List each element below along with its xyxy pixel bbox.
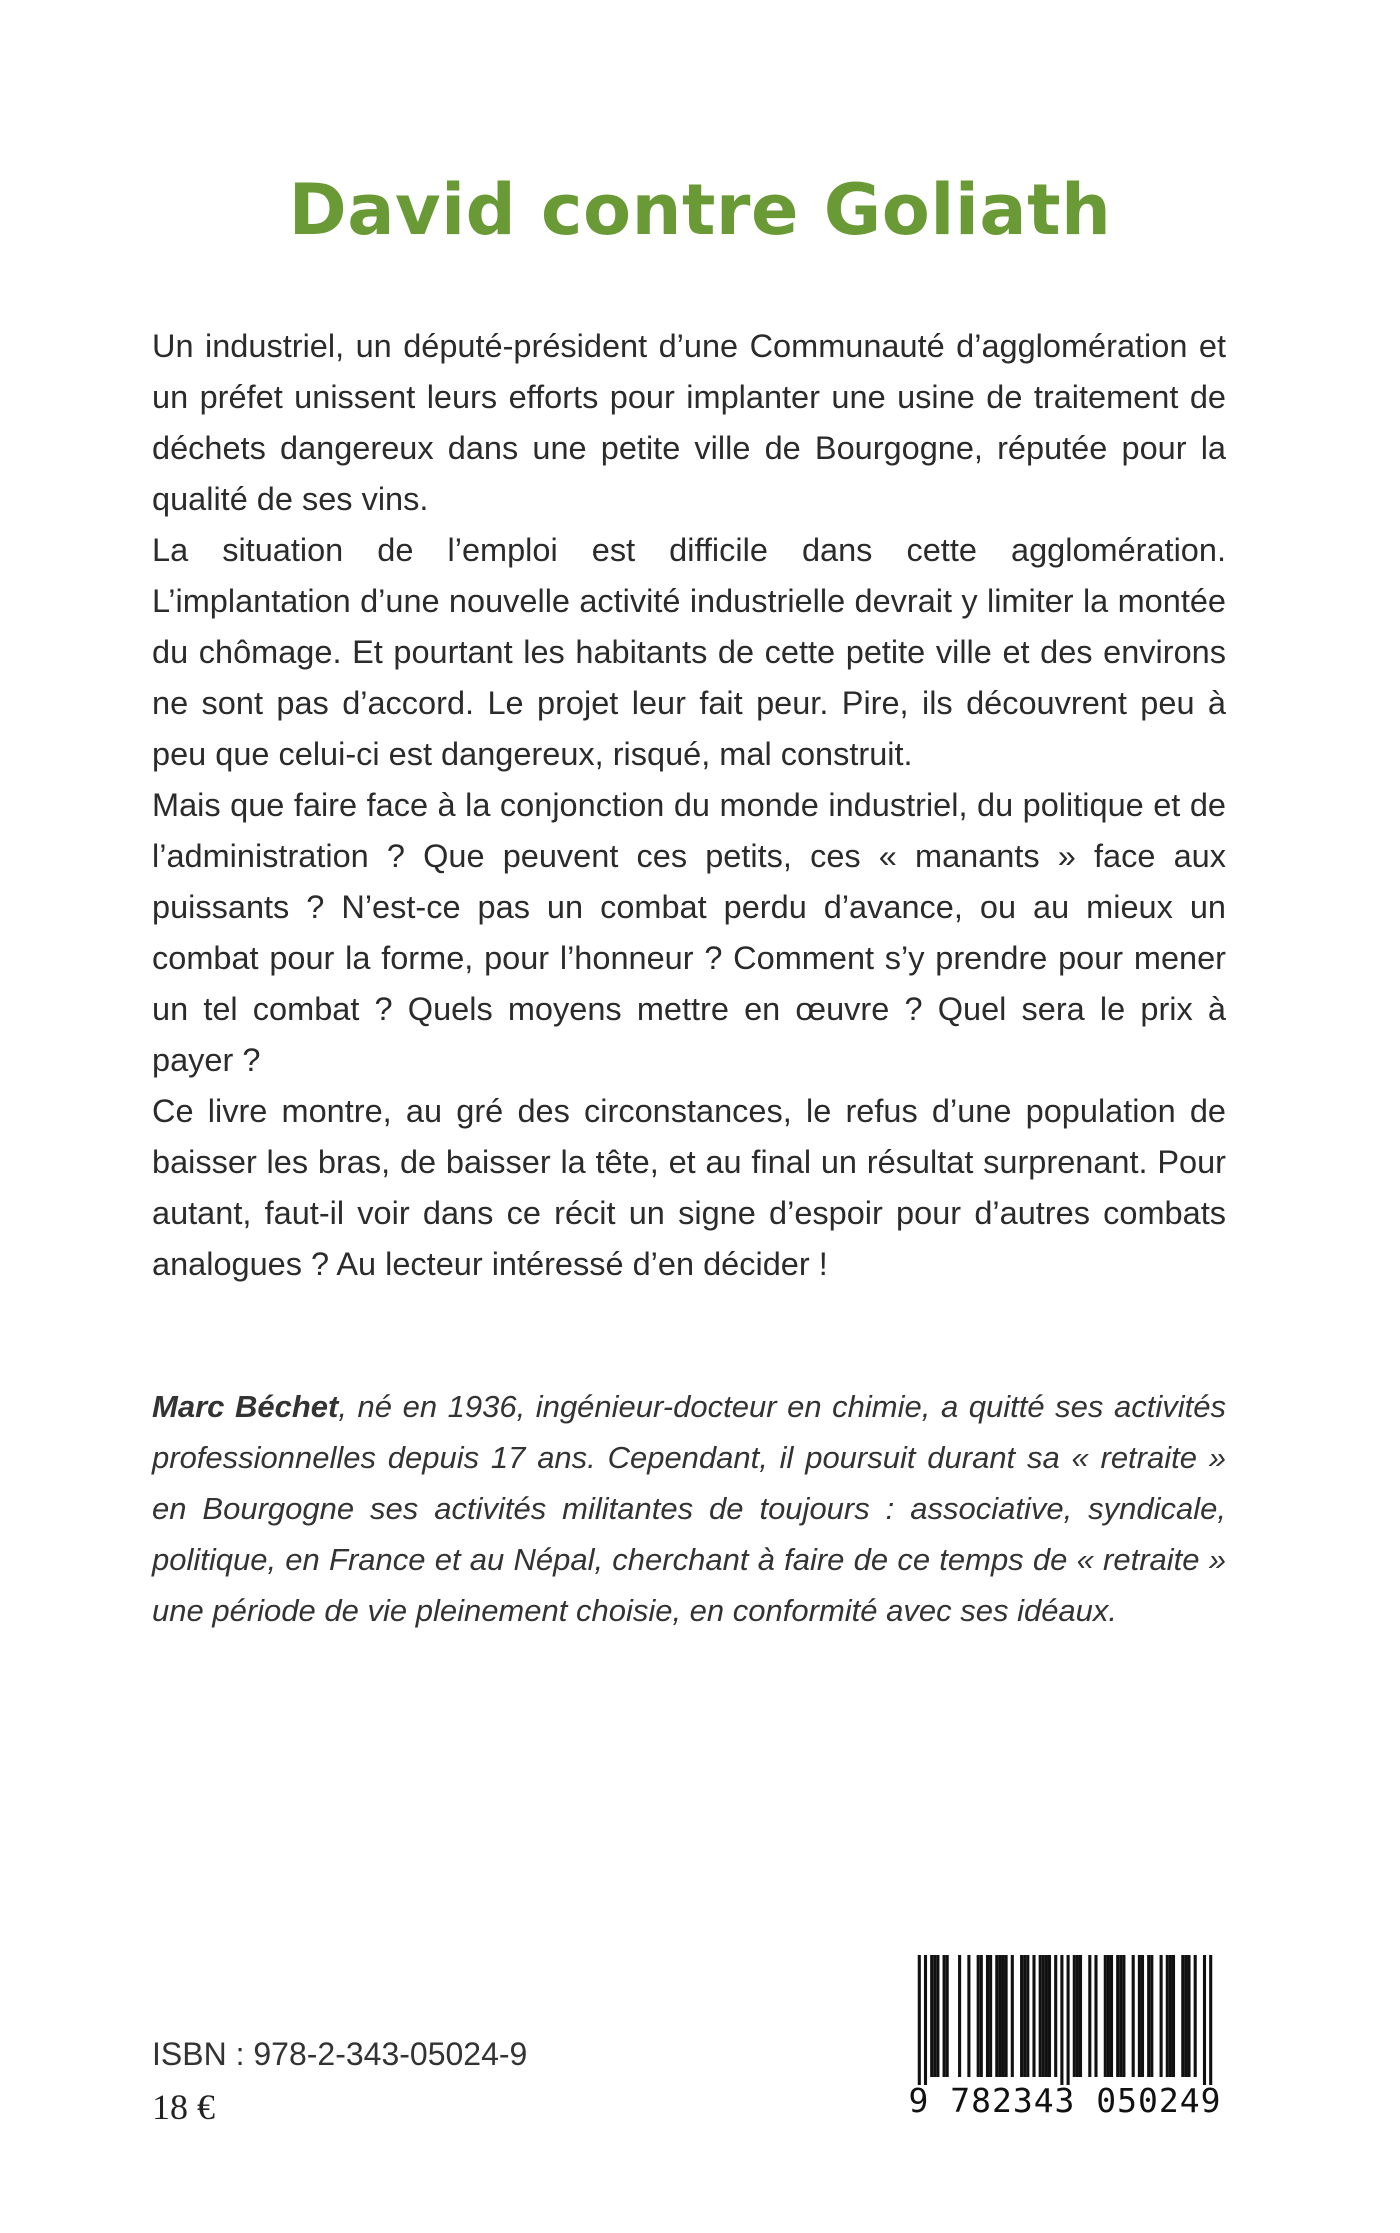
barcode-bar	[995, 1955, 998, 2077]
barcode-bar	[1067, 1955, 1070, 2085]
blurb-paragraph: Un industriel, un député-président d’une Communauté d’agglomération et un préfet unissent leurs efforts pour implanter une usine de traitement de déchets dangereux dans une petite ville de Bourgogne, réputée pour la qualité de ses vins.	[152, 328, 1226, 517]
barcode-bar	[1054, 1955, 1057, 2077]
barcode-bar	[1107, 1955, 1110, 2077]
barcode-bar	[977, 1955, 980, 2077]
barcode-bar	[980, 1955, 983, 2077]
barcode-bar	[936, 1955, 939, 2077]
barcode-bar	[1181, 1955, 1184, 2077]
back-cover-blurb	[152, 321, 1226, 1290]
barcode-digits: 9 782343 050249	[908, 2081, 1222, 2120]
barcode-bar	[1166, 1955, 1169, 2077]
barcode	[900, 1955, 1230, 2135]
barcode-bar	[1032, 1955, 1035, 2077]
barcode-bar	[1045, 1955, 1048, 2077]
barcode-bar	[943, 1955, 946, 2077]
barcode-bar	[1203, 1955, 1206, 2085]
barcode-bar	[1138, 1955, 1141, 2077]
author-name: Marc Béchet	[152, 1389, 339, 1424]
barcode-bar	[986, 1955, 989, 2077]
barcode-bar	[1042, 1955, 1045, 2077]
barcode-bar	[918, 1955, 921, 2085]
barcode-bar	[1088, 1955, 1091, 2077]
barcode-bar	[933, 1955, 936, 2077]
barcode-bar	[1020, 1955, 1023, 2077]
isbn-label: ISBN : 978-2-343-05024-9	[152, 2036, 528, 2072]
barcode-bar	[1073, 1955, 1076, 2077]
barcode-bar	[1079, 1955, 1082, 2077]
barcode-bar	[1048, 1955, 1051, 2077]
barcode-bar	[998, 1955, 1001, 2077]
barcode-bar	[1060, 1955, 1063, 2085]
barcode-bar	[1116, 1955, 1119, 2077]
barcode-bar	[1141, 1955, 1144, 2077]
barcode-bar	[1104, 1955, 1107, 2077]
barcode-bar	[1110, 1955, 1113, 2077]
barcode-bar	[1147, 1955, 1150, 2077]
barcode-bar	[1119, 1955, 1122, 2077]
barcode-bar	[1169, 1955, 1172, 2077]
barcode-bar	[1132, 1955, 1135, 2077]
barcode-bar	[1209, 1955, 1212, 2085]
barcode-bar	[1011, 1955, 1014, 2077]
barcode-bar	[924, 1955, 927, 2085]
book-title: David contre Goliath	[288, 168, 1112, 251]
barcode-bar	[1122, 1955, 1125, 2077]
barcode-bar	[967, 1955, 970, 2077]
barcode-bars	[900, 1955, 1230, 2085]
barcode-bar	[1172, 1955, 1175, 2077]
blurb-paragraph: La situation de l’emploi est difficile dans cette agglomération. L’implantation d’une nouvelle activité industrielle devrait y limiter la montée du chômage. Et pourtant les habitants de cette petite ville et des environs ne sont pas d’accord. Le projet leur fait peur. Pire, ils découvrent peu à peu que celui-ci est dangereux, risqué, mal construit.	[152, 532, 1226, 772]
barcode-bar	[1039, 1955, 1042, 2077]
barcode-bar	[1184, 1955, 1187, 2077]
barcode-bar	[1005, 1955, 1008, 2077]
price-label: 18 €	[152, 2087, 215, 2127]
barcode-bar	[1023, 1955, 1026, 2077]
barcode-bar	[1001, 1955, 1004, 2077]
barcode-bar	[1094, 1955, 1097, 2077]
barcode-bar	[1160, 1955, 1163, 2077]
barcode-bar	[1150, 1955, 1153, 2077]
barcode-bar	[958, 1955, 961, 2077]
barcode-bar	[1026, 1955, 1029, 2077]
author-bio	[152, 1381, 1226, 1636]
barcode-bar	[989, 1955, 992, 2077]
blurb-paragraph: Mais que faire face à la conjonction du monde industriel, du politique et de l’administration ? Que peuvent ces petits, ces « manants » face aux puissants ? N’est-ce pas un combat perdu d’avance, ou au mieux un combat pour la forme, pour l’honneur ? Comment s’y prendre pour mener un tel combat ? Quels moyens mettre en œuvre ? Quel sera le prix à payer ?	[152, 787, 1226, 1078]
barcode-bar	[1187, 1955, 1190, 2077]
barcode-bar	[930, 1955, 933, 2077]
barcode-bar	[1194, 1955, 1197, 2077]
blurb-paragraph: Ce livre montre, au gré des circonstances, le refus d’une population de baisser les bras, de baisser la tête, et au final un résultat surprenant. Pour autant, faut-il voir dans ce récit un signe d’espoir pour d’autres combats analogues ? Au lecteur intéressé d’en décider !	[152, 1093, 1226, 1282]
author-bio-text: , né en 1936, ingénieur-docteur en chimie, a quitté ses activités professionnelles depuis 17 ans. Cependant, il poursuit durant sa « retraite » en Bourgogne ses activités militantes de toujours : associative, syndicale, politique, en France et au Népal, cherchant à faire de ce temps de « retraite » une période de vie pleinement choisie, en conformité avec ses idéaux.	[152, 1389, 1226, 1628]
barcode-bar	[946, 1955, 949, 2077]
barcode-bar	[1076, 1955, 1079, 2077]
